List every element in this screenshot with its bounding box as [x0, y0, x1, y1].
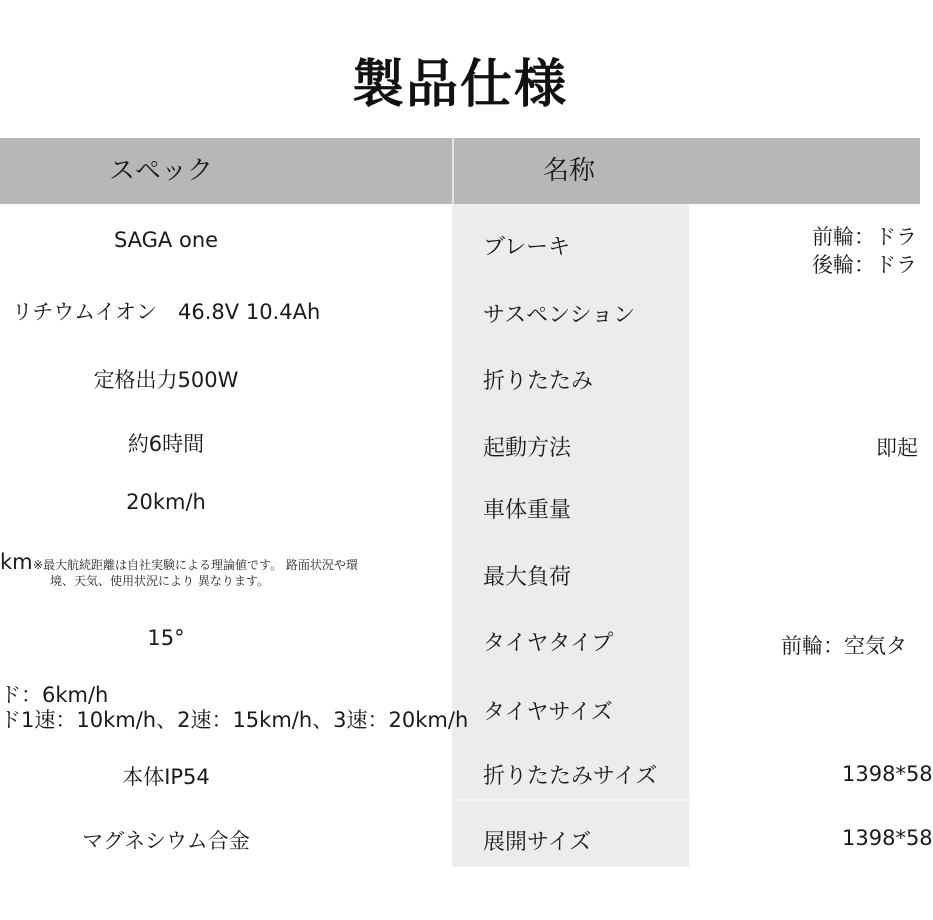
name-tire-type: タイヤタイプ — [483, 631, 614, 656]
name-weight: 車体重量 — [483, 498, 572, 523]
name-column-header: 名称 — [542, 156, 595, 186]
name-tire-size: タイヤサイズ — [483, 700, 613, 725]
spec-column-header: スペック — [108, 156, 213, 186]
name-start-method: 起動方法 — [483, 436, 572, 461]
row-separator — [452, 799, 689, 801]
value-open-size: 1398*58 — [842, 826, 933, 850]
spec-value-waterproof: 本体IP54 — [122, 765, 210, 789]
name-folding: 折りたたみ — [483, 369, 594, 394]
spec-value-max-speed: 20km/h — [126, 490, 206, 514]
name-folded-size: 折りたたみサイズ — [483, 764, 658, 789]
value-tire-type: 前輪：空気タ — [781, 634, 907, 658]
value-folded-size: 1398*58 — [842, 762, 933, 786]
range-note-line1: ※最大航続距離は自社実験による理論値です。 路面状況や環 — [33, 558, 358, 572]
value-brake-rear: 後輪：ドラ — [812, 253, 917, 277]
value-brake-front: 前輪：ドラ — [812, 225, 917, 249]
value-start-method: 即起 — [876, 436, 918, 460]
spec-value-material: マグネシウム合金 — [82, 829, 250, 853]
name-suspension: サスペンション — [483, 303, 636, 328]
spec-value-range: km — [0, 550, 33, 574]
spec-value-battery: リチウムイオン 46.8V 10.4Ah — [11, 300, 321, 324]
spec-value-charge-time: 約6時間 — [127, 432, 205, 456]
name-max-load: 最大負荷 — [483, 565, 572, 590]
spec-value-speed-mode-2: ド1速：10km/h、2速：15km/h、3速：20km/h — [0, 708, 469, 732]
spec-value-climb: 15° — [147, 626, 185, 650]
spec-value-speed-mode-1: ド：6km/h — [0, 683, 109, 707]
page-title: 製品仕様 — [351, 55, 568, 115]
range-note-line2: 境、天気、使用状況により 異なります。 — [50, 574, 269, 588]
name-brake: ブレーキ — [483, 235, 571, 260]
spec-value-motor: 定格出力500W — [93, 368, 239, 392]
spec-value-model: SAGA one — [113, 228, 219, 252]
name-open-size: 展開サイズ — [483, 830, 592, 855]
